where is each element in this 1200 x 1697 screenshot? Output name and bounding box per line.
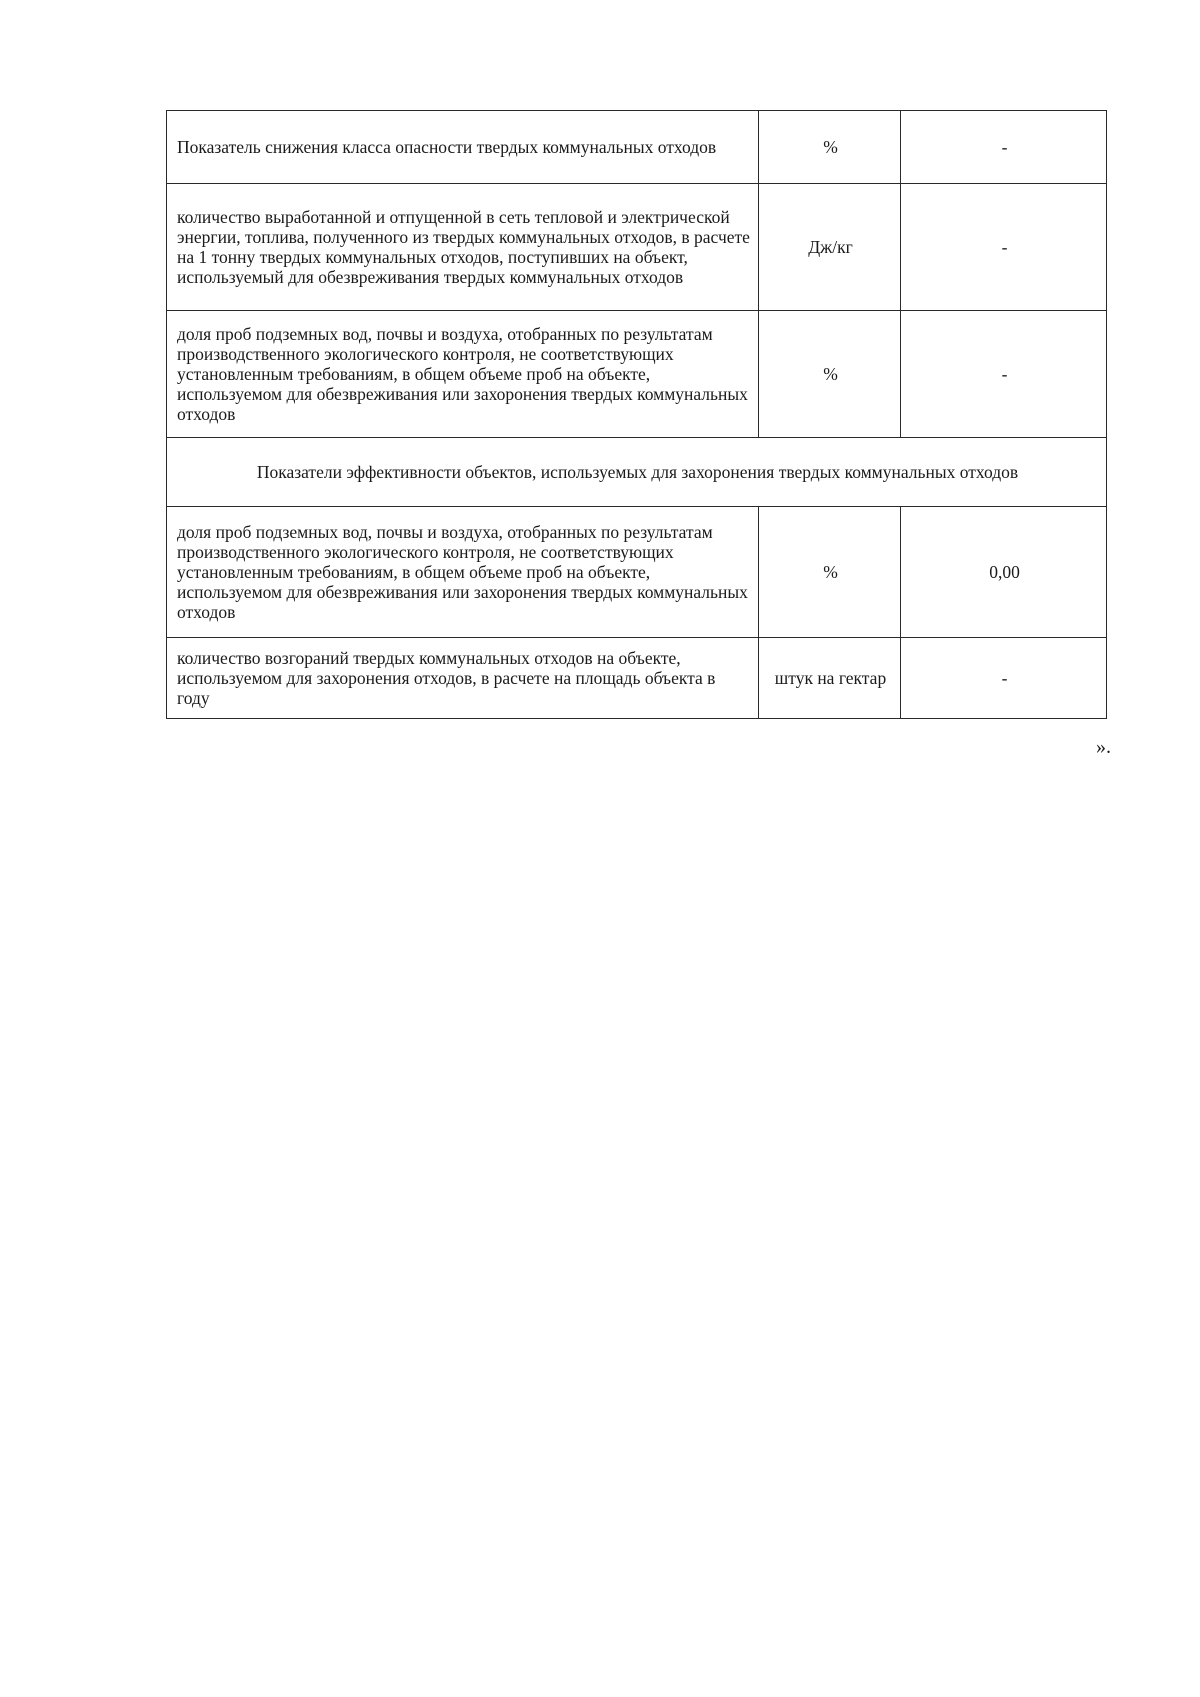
value-cell: 0,00 <box>901 507 1107 638</box>
table-row <box>167 638 1107 719</box>
indicators-table <box>166 110 1107 719</box>
value-cell: - <box>901 111 1107 184</box>
section-heading: Показатели эффективности объектов, используемых для захоронения твердых коммунальных отходов <box>167 438 1107 507</box>
unit-cell: % <box>759 111 901 184</box>
indicator-name-cell: количество возгораний твердых коммунальных отходов на объекте, используемом для захоронения отходов, в расчете на площадь объекта в году <box>167 638 759 719</box>
unit-cell: штук на гектар <box>759 638 901 719</box>
value-cell: - <box>901 311 1107 438</box>
table-row <box>167 111 1107 184</box>
table-row <box>167 507 1107 638</box>
value-cell: - <box>901 184 1107 311</box>
unit-cell: % <box>759 507 901 638</box>
table-row <box>167 184 1107 311</box>
indicator-name-cell: количество выработанной и отпущенной в сеть тепловой и электрической энергии, топлива, полученного из твердых коммунальных отходов, в расчете на 1 тонну твердых коммунальных отходов, поступивших на объект, используемый для обезвреживания твердых коммунальных отходов <box>167 184 759 311</box>
indicator-name-cell: доля проб подземных вод, почвы и воздуха, отобранных по результатам производственного экологического контроля, не соответствующих установленным требованиям, в общем объеме проб на объекте, используемом для обезвреживания или захоронения твердых коммунальных отходов <box>167 507 759 638</box>
table-row <box>167 311 1107 438</box>
closing-quote-mark: ». <box>1096 736 1111 758</box>
unit-cell: Дж/кг <box>759 184 901 311</box>
unit-cell: % <box>759 311 901 438</box>
indicator-name-cell: доля проб подземных вод, почвы и воздуха, отобранных по результатам производственного экологического контроля, не соответствующих установленным требованиям, в общем объеме проб на объекте, используемом для обезвреживания или захоронения твердых коммунальных отходов <box>167 311 759 438</box>
section-heading-row <box>167 438 1107 507</box>
indicator-name-cell: Показатель снижения класса опасности твердых коммунальных отходов <box>167 111 759 184</box>
value-cell: - <box>901 638 1107 719</box>
